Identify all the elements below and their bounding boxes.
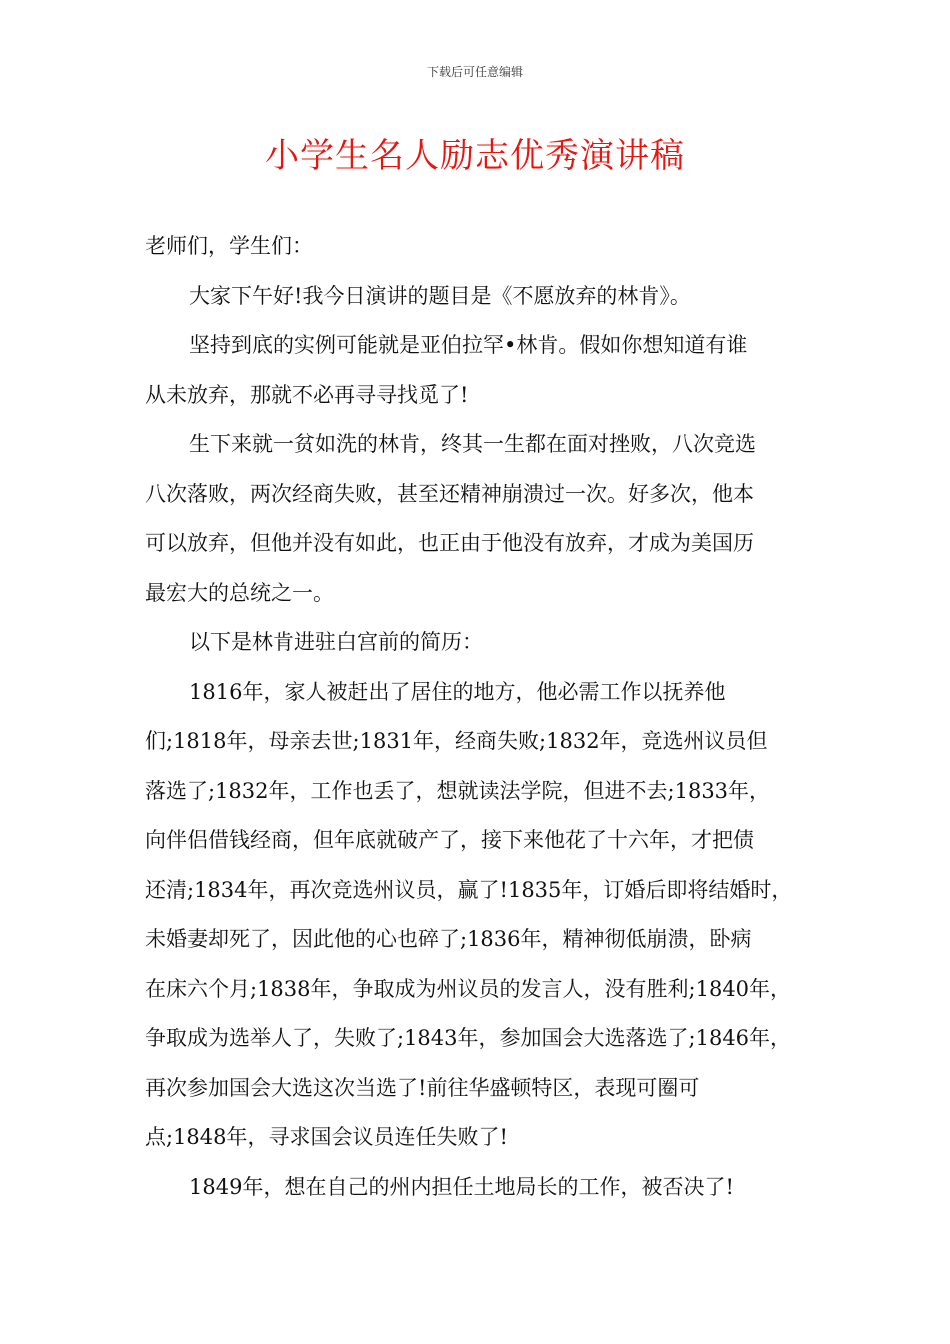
document-body [145,222,815,1212]
page-header: 下载后可任意编辑 [426,65,523,79]
text-line: 们;1818年，母亲去世;1831年，经商失败;1832年，竞选州议员但 [145,729,768,753]
document-title: 小学生名人励志优秀演讲稿 [265,136,685,176]
text-line: 未婚妻却死了，因此他的心也碎了;1836年，精神彻低崩溃，卧病 [145,927,752,951]
text-line: 以下是林肯进驻白宫前的简历： [189,630,483,654]
text-line: 在床六个月;1838年，争取成为州议员的发言人，没有胜利;1840年， [145,976,792,1001]
text-line: 大家下午好!我今日演讲的题目是《不愿放弃的林肯》。 [189,283,691,308]
text-line: 从未放弃，那就不必再寻寻找觅了! [145,382,469,407]
text-line: 老师们，学生们： [145,234,313,258]
text-line: 最宏大的总统之一。 [145,580,334,605]
text-line: 再次参加国会大选这次当选了!前往华盛顿特区，表现可圈可 [145,1075,700,1100]
text-line: 向伴侣借钱经商，但年底就破产了，接下来他花了十六年，才把债 [145,828,754,852]
text-line: 1816年，家人被赶出了居住的地方，他必需工作以抚养他 [189,679,726,704]
text-line: 落选了;1832年，工作也丢了，想就读法学院，但进不去;1833年， [145,778,771,803]
text-line: 点;1848年，寻求国会议员连任失败了! [145,1125,508,1149]
text-line: 八次落败，两次经商失败，甚至还精神崩溃过一次。好多次，他本 [145,481,754,506]
text-line: 生下来就一贫如洗的林肯，终其一生都在面对挫败，八次竞选 [189,432,756,456]
text-line: 可以放弃，但他并没有如此，也正由于他没有放弃，才成为美国历 [145,531,754,555]
text-line: 坚持到底的实例可能就是亚伯拉罕•林肯。假如你想知道有谁 [189,333,748,357]
text-line: 争取成为选举人了，失败了;1843年，参加国会大选落选了;1846年， [145,1026,792,1050]
text-line: 还清;1834年，再次竞选州议员，赢了!1835年，订婚后即将结婚时， [145,877,793,902]
text-line: 1849年，想在自己的州内担任土地局长的工作，被否决了! [189,1174,734,1199]
